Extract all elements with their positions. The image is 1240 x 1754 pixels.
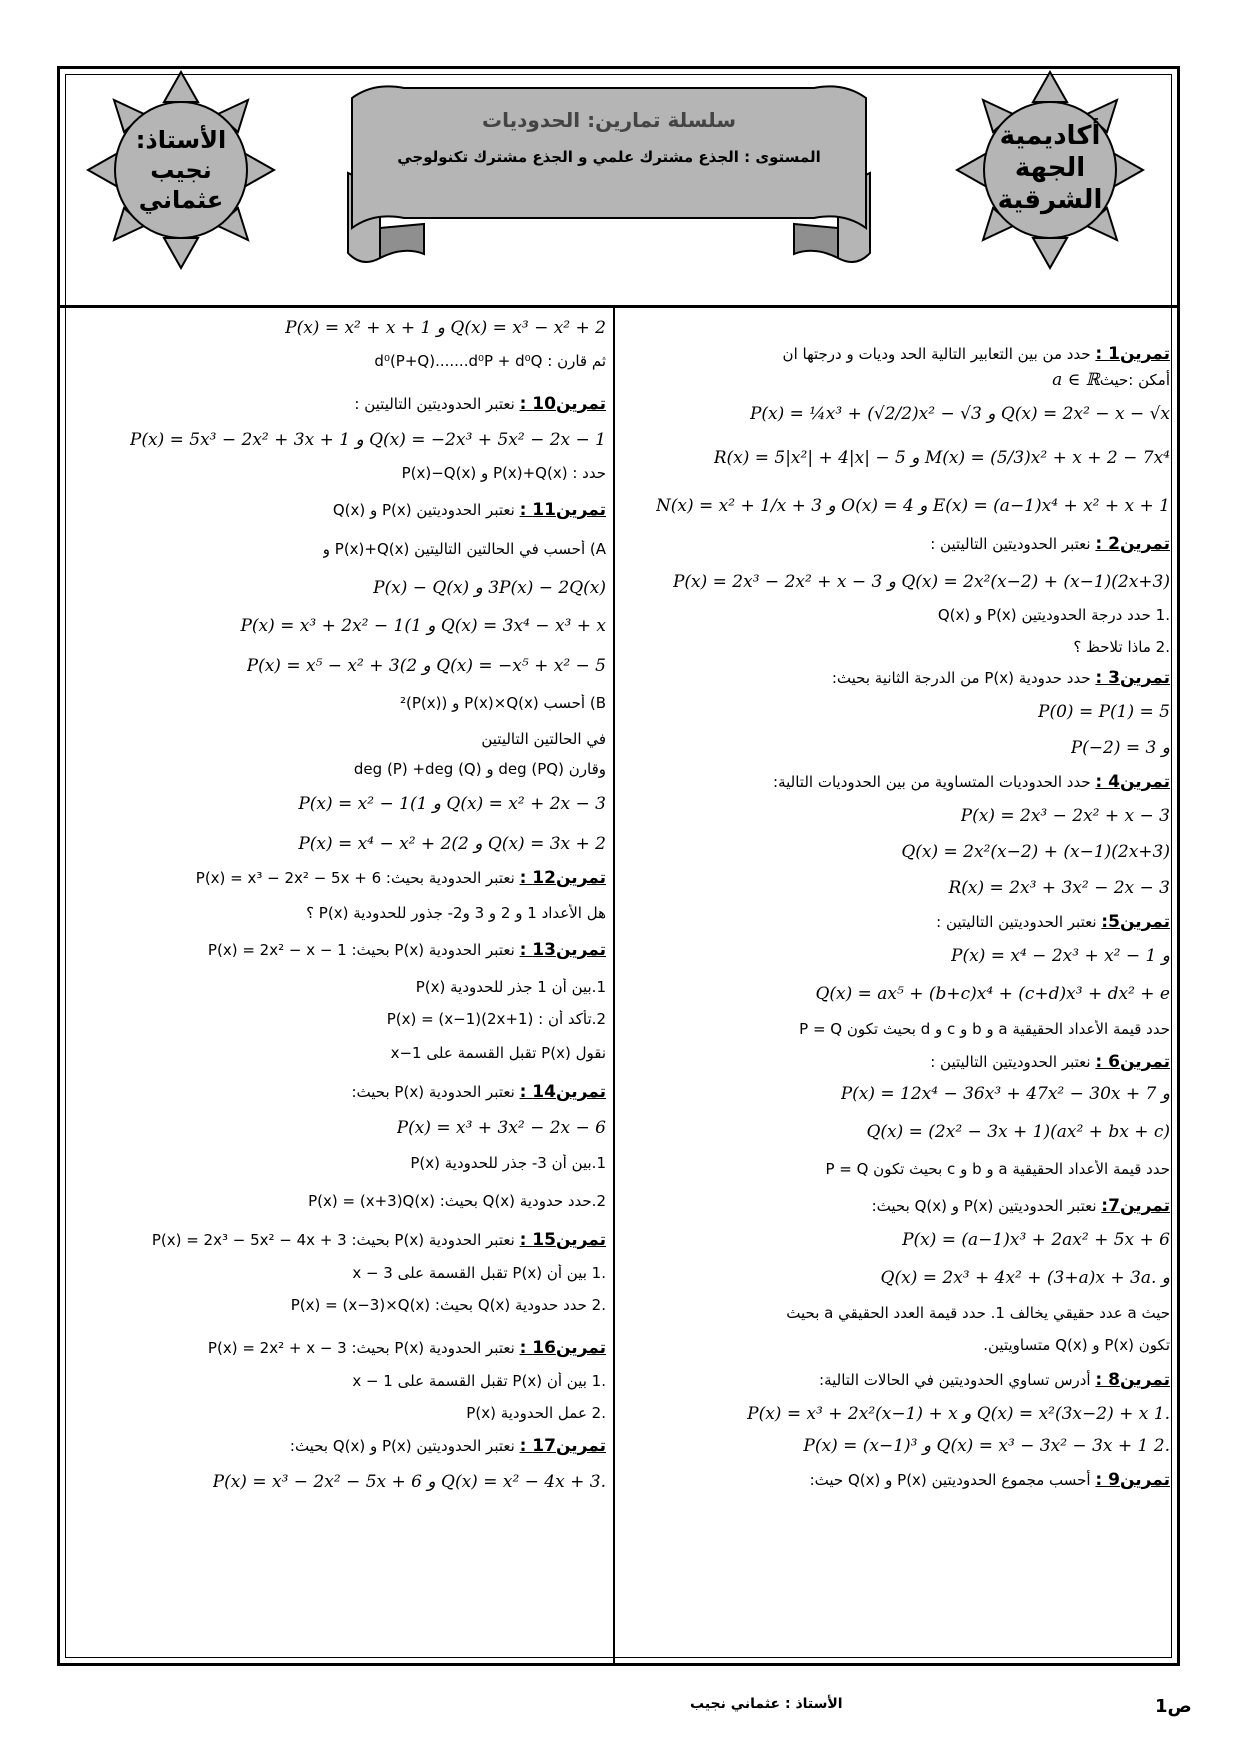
exercise-text: حدد الحدوديات المتساوية من بين الحدوديات التالية:	[773, 773, 1091, 791]
teacher-firstname: نجيب	[150, 156, 212, 184]
right-column-line	[819, 1370, 1170, 1390]
right-column-line	[810, 1470, 1170, 1490]
academy-line2: الجهة	[1014, 153, 1086, 183]
exercise-text: نعتبر الحدوديتين التاليتين :	[936, 913, 1097, 931]
math-expression: و .Q(x) = 2x³ + 4x² + (3+a)x + 3a	[880, 1268, 1170, 1288]
right-column-line	[866, 1122, 1170, 1142]
right-column-line	[881, 1268, 1170, 1288]
left-column-line	[410, 1154, 606, 1172]
exercise-text: 1.بين أن 1 جذر للحدودية P(x)	[415, 978, 606, 996]
exercise-text: حدد حدودية P(x) من الدرجة الثانية بحيث:	[831, 669, 1091, 687]
exercise-text: .2 ماذا تلاحظ ؟	[1073, 638, 1170, 656]
math-expression: P(x) = (a−1)x³ + 2ax² + 5x + 6	[902, 1230, 1170, 1250]
right-column-line	[1073, 638, 1170, 656]
exercise-text: نعتبر الحدودية P(x) بحيث: P(x) = 2x² − x − 1	[207, 941, 515, 959]
math-expression: .1 Q(x) = x²(3x−2) + x و P(x) = x³ + 2x²(x−1) + x	[747, 1404, 1170, 1424]
right-column-line	[783, 344, 1170, 364]
exercise-text: وقارن (deg (PQ و deg (P) +deg (Q)	[353, 760, 606, 778]
exercise-heading: تمرين17 :	[519, 1436, 606, 1456]
right-column-line	[901, 842, 1170, 862]
right-column-line	[656, 496, 1170, 516]
math-expression: و P(x) = x⁴ − 2x³ + x² − 1	[951, 946, 1170, 966]
left-column-line	[352, 1372, 606, 1390]
exercise-text: حيث a عدد حقيقي يخالف 1. حدد قيمة العدد الحقيقي a بحيث	[786, 1304, 1170, 1322]
exercise-text: 2.حدد حدودية Q(x) بحيث: P(x) = (x+3)Q(x)	[308, 1192, 606, 1210]
exercise-heading: تمرين7:	[1101, 1196, 1170, 1216]
exercise-text: .1 بين أن P(x) تقبل القسمة على x − 1	[352, 1372, 606, 1390]
exercise-text: 1.بين أن 3- جذر للحدودية P(x)	[410, 1154, 606, 1172]
exercise-text: نعتبر الحدوديتين التاليتين :	[354, 395, 515, 413]
exercise-text: نعتبر الحدودية P(x) بحيث:	[351, 1083, 515, 1101]
exercise-text: .1 حدد درجة الحدوديتين P(x) و Q(x)	[937, 606, 1170, 624]
right-column-line	[841, 1084, 1170, 1104]
math-expression: Q(x) = 2x²(x−2) + (x−1)(2x+3)	[901, 842, 1170, 862]
left-column-line	[247, 656, 606, 676]
right-sun-text	[979, 120, 1121, 216]
teacher-label: الأستاذ:	[135, 126, 227, 154]
left-column-line	[397, 1118, 606, 1138]
right-column-line	[832, 668, 1170, 688]
exercise-text: نعتبر الحدوديتين P(x) و Q(x) بحيث:	[289, 1437, 515, 1455]
exercise-text: 2.تأكد أن : P(x) = (x−1)(2x+1)	[386, 1010, 606, 1028]
left-column-line	[373, 578, 606, 598]
exercise-text: حدد من بين التعابير التالية الحد وديات و درجتها ان	[782, 345, 1091, 363]
math-expression: Q(x) = ax⁵ + (b+c)x⁴ + (c+d)x³ + dx² + e	[815, 984, 1170, 1004]
left-column-line	[333, 500, 606, 520]
math-expression: .Q(x) = x² − 4x + 3 و P(x) = x³ − 2x² − 5x + 6	[212, 1472, 606, 1492]
exercise-text: حدد قيمة الأعداد الحقيقية a و b و c بحيث تكون P = Q	[825, 1160, 1170, 1178]
right-column-line	[930, 534, 1170, 554]
math-expression: و P(x) = 12x⁴ − 36x³ + 47x² − 30x + 7	[840, 1084, 1170, 1104]
exercise-heading: تمرين12 :	[519, 868, 606, 888]
math-expression: Q(x) = x² + 2x − 3 و P(x) = x² − 1(1	[298, 794, 606, 814]
teacher-lastname: عثماني	[138, 186, 224, 214]
left-column-line	[291, 1296, 606, 1314]
left-column-line	[402, 464, 606, 482]
math-expression: E(x) = (a−1)x⁴ + x² + x + 1 و O(x) = 4 و N(x) = x² + 1/x + 3	[655, 496, 1170, 516]
left-column-line	[285, 318, 606, 338]
left-column-line	[152, 1230, 606, 1250]
exercise-heading: تمرين5:	[1101, 912, 1170, 932]
left-column-line	[130, 430, 606, 450]
exercise-text: أحسب مجموع الحدوديتين P(x) و Q(x) حيث:	[809, 1471, 1091, 1489]
right-column-line	[815, 984, 1170, 1004]
right-column-line	[902, 1230, 1170, 1250]
right-column-line	[803, 1436, 1170, 1456]
page-frame	[57, 66, 1180, 1666]
right-column-line	[951, 946, 1170, 966]
exercise-text: في الحالتين التاليتين	[481, 730, 606, 748]
left-column-line	[354, 394, 606, 414]
left-column-line	[351, 1082, 606, 1102]
left-sun-text	[110, 125, 252, 215]
right-column-line	[1052, 370, 1170, 390]
exercise-heading: تمرين14 :	[519, 1082, 606, 1102]
exercise-text: نعتبر الحدوديتين P(x) و Q(x) بحيث:	[871, 1197, 1097, 1215]
exercise-text: نعتبر الحدودية P(x) بحيث: P(x) = 2x³ − 5x² − 4x + 3	[151, 1231, 515, 1249]
exercise-heading: تمرين11 :	[519, 500, 606, 520]
left-column-line	[391, 1044, 606, 1062]
math-expression: Q(x) = x³ − x² + 2 و P(x) = x² + x + 1	[285, 318, 606, 338]
exercise-heading: تمرين10 :	[519, 394, 606, 414]
left-column-line	[196, 868, 606, 888]
exercise-heading: تمرين3 :	[1095, 668, 1170, 688]
left-column-line	[354, 760, 606, 778]
math-expression: Q(x) = 2x²(x−2) + (x−1)(2x+3) و P(x) = 2x³ − 2x² + x − 3	[672, 572, 1170, 592]
left-column-line	[213, 1472, 606, 1492]
math-expression: Q(x) = −2x³ + 5x² − 2x − 1 و P(x) = 5x³ − 2x² + 3x + 1	[129, 430, 606, 450]
left-column-line	[208, 1338, 606, 1358]
right-column-line	[961, 806, 1170, 826]
math-expression: P(x) = x³ + 3x² − 2x − 6	[396, 1118, 606, 1138]
math-expression: Q(x) = (2x² − 3x + 1)(ax² + bx + c)	[866, 1122, 1170, 1142]
math-expression: Q(x) = 3x + 2 و P(x) = x⁴ − x² + 2(2	[298, 834, 606, 854]
exercise-heading: تمرين15 :	[519, 1230, 606, 1250]
exercise-text: نقول P(x) تقبل القسمة على x−1	[390, 1044, 606, 1062]
exercise-heading: تمرين1 :	[1095, 344, 1170, 364]
math-expression: .2 Q(x) = x³ − 3x² − 3x + 1 و P(x) = (x−1)³	[803, 1436, 1170, 1456]
math-expression: a ∈ ℝ	[1052, 370, 1100, 390]
left-column-line	[298, 794, 606, 814]
right-column-line	[673, 572, 1170, 592]
math-expression: Q(x) = −x⁵ + x² − 5 و P(x) = x⁵ − x² + 3(2	[246, 656, 606, 676]
math-expression: Q(x) = 2x² − x − √x و P(x) = ¼x³ + (√2/2)x² − √3	[749, 404, 1170, 424]
exercise-text: أدرس تساوي الحدوديتين في الحالات التالية:	[819, 1371, 1091, 1389]
math-expression: R(x) = 2x³ + 3x² − 2x − 3	[948, 878, 1170, 898]
right-column-line	[936, 912, 1170, 932]
left-column-line	[306, 904, 606, 922]
right-column-line	[948, 878, 1170, 898]
right-column-line	[825, 1160, 1170, 1178]
left-column-line	[298, 834, 606, 854]
math-expression: P(0) = P(1) = 5	[1038, 702, 1170, 722]
exercise-text: نعتبر الحدوديتين التاليتين :	[930, 1053, 1091, 1071]
title-banner	[344, 78, 874, 268]
exercise-heading: تمرين6 :	[1095, 1052, 1170, 1072]
math-expression: و P(−2) = 3	[1070, 738, 1170, 758]
left-column-line	[352, 1264, 606, 1282]
exercise-heading: تمرين8 :	[1095, 1370, 1170, 1390]
exercise-heading: تمرين4 :	[1095, 772, 1170, 792]
footer-teacher: الأستاذ : عثماني نجيب	[690, 1696, 843, 1712]
exercise-text: B) أحسب P(x)×Q(x) و (P(x))²	[400, 694, 606, 712]
exercise-text: نعتبر الحدودية P(x) بحيث: P(x) = 2x² + x − 3	[207, 1339, 515, 1357]
column-divider	[613, 307, 615, 1663]
footer-page-number: ص1	[1155, 1696, 1192, 1717]
left-column-line	[290, 1436, 606, 1456]
exercise-text: هل الأعداد 1 و 2 و 3 و2- جذور للحدودية P(x) ؟	[306, 904, 606, 922]
right-column-line	[786, 1304, 1170, 1322]
right-column-line	[1071, 738, 1170, 758]
right-column-line	[872, 1196, 1170, 1216]
exercise-heading: تمرين13 :	[519, 940, 606, 960]
exercise-text: .1 بين أن P(x) تقبل القسمة على x − 3	[352, 1264, 606, 1282]
exercise-text: نعتبر الحدوديتين P(x) و Q(x)	[332, 501, 515, 519]
exercise-heading: تمرين16 :	[519, 1338, 606, 1358]
math-expression: Q(x) = 3x⁴ − x³ + x و P(x) = x³ + 2x² − 1(1	[240, 616, 606, 636]
right-column-line	[714, 448, 1170, 468]
right-column-line	[983, 1336, 1170, 1354]
left-column-line	[374, 352, 606, 370]
left-column-line	[208, 940, 606, 960]
exercise-text: تكون P(x) و Q(x) متساويتين.	[983, 1336, 1170, 1354]
left-column-line	[323, 540, 606, 558]
math-expression: M(x) = (5/3)x² + x + 2 − 7x⁴ و R(x) = 5|x²| + 4|x| − 5	[713, 448, 1170, 468]
exercise-text: حدد : P(x)+Q(x) و P(x)−Q(x)	[401, 464, 606, 482]
exercise-heading: تمرين9 :	[1095, 1470, 1170, 1490]
right-column-line	[747, 1404, 1170, 1424]
exercise-text: أمكن :حيث	[1099, 371, 1170, 389]
left-column-line	[387, 1010, 606, 1028]
exercise-text: .2 عمل الحدودية P(x)	[466, 1404, 606, 1422]
exercise-heading: تمرين2 :	[1095, 534, 1170, 554]
right-column-line	[930, 1052, 1170, 1072]
math-expression: 3P(x) − 2Q(x) و P(x) − Q(x)	[373, 578, 606, 598]
right-column-line	[1038, 702, 1170, 722]
right-column-line	[938, 606, 1170, 624]
left-column-line	[240, 616, 606, 636]
left-column-line	[400, 694, 606, 712]
math-expression: P(x) = 2x³ − 2x² + x − 3	[960, 806, 1170, 826]
header-divider	[60, 305, 1177, 308]
left-column-line	[466, 1404, 606, 1422]
right-column-line	[773, 772, 1170, 792]
document-title: سلسلة تمارين: الحدوديات	[482, 108, 736, 132]
exercise-text: نعتبر الحدوديتين التاليتين :	[930, 535, 1091, 553]
left-column-line	[416, 978, 606, 996]
document-subtitle: المستوى : الجذع مشترك علمي و الجذع مشترك تكنولوجي	[397, 148, 821, 166]
exercise-text: A) أحسب في الحالتين التاليتين P(x)+Q(x) و	[322, 540, 606, 558]
left-column-line	[481, 730, 606, 748]
exercise-text: نعتبر الحدودية بحيث: P(x) = x³ − 2x² − 5x + 6	[195, 869, 515, 887]
academy-line3: الشرقية	[997, 185, 1103, 215]
right-column-line	[799, 1020, 1170, 1038]
academy-line1: أكاديمية	[999, 121, 1101, 151]
left-column-line	[308, 1192, 606, 1210]
exercise-text: .2 حدد حدودية Q(x) بحيث: P(x) = (x−3)×Q(x)	[290, 1296, 606, 1314]
right-column-line	[750, 404, 1170, 424]
exercise-text: حدد قيمة الأعداد الحقيقية a و b و c و d بحيث تكون P = Q	[799, 1020, 1170, 1038]
exercise-text: ثم قارن : d⁰(P+Q).......d⁰P + d⁰Q	[374, 352, 606, 370]
